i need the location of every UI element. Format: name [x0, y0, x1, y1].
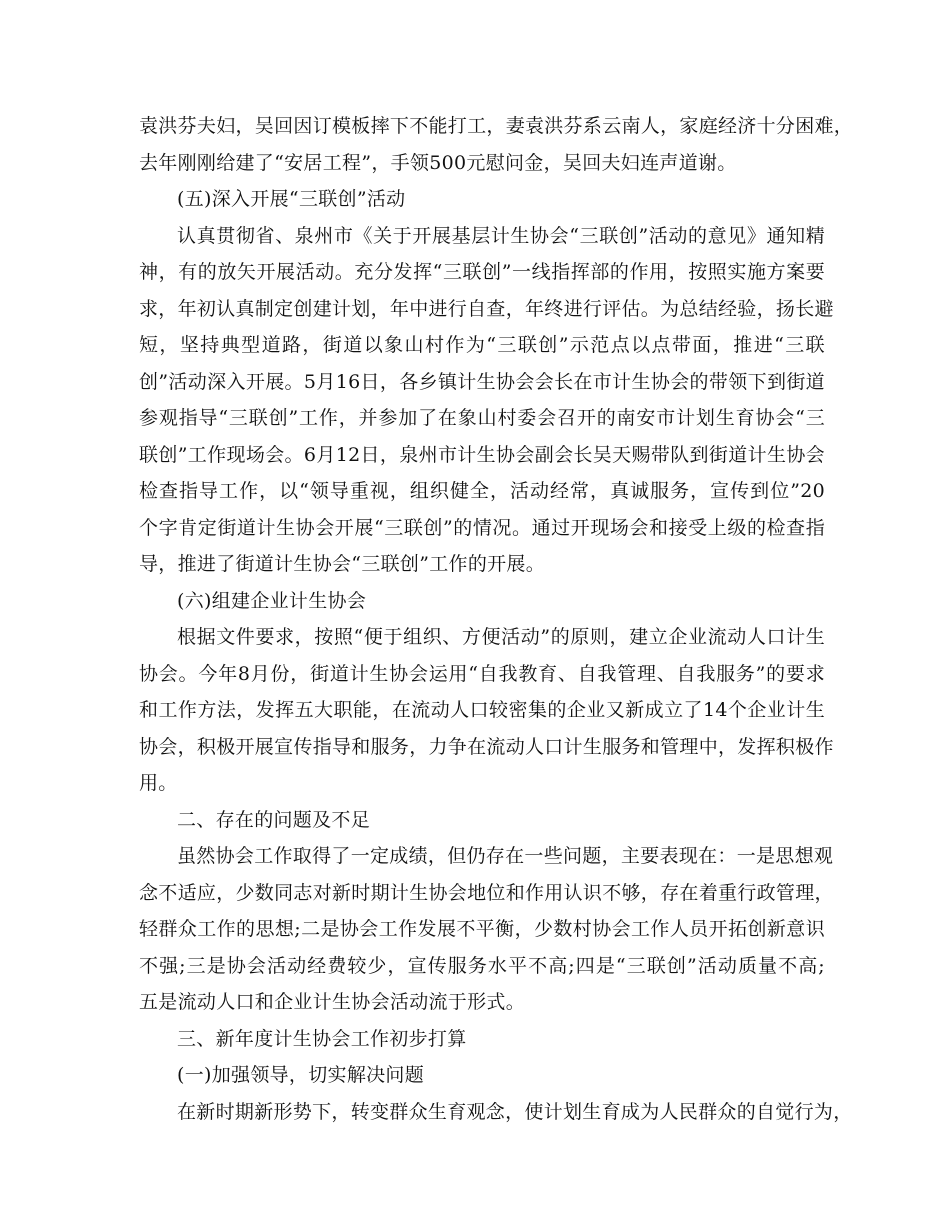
text-line: 用。 — [139, 772, 178, 794]
text-line: 神，有的放矢开展活动。充分发挥“三联创”一线指挥部的作用，按照实施方案要 — [139, 261, 825, 283]
text-line: 个字肯定街道计生协会开展“三联创”的情况。通过开现场会和接受上级的检查指 — [139, 516, 825, 539]
text-line: 创”活动深入开展。5月16日，各乡镇计生协会会长在市计生协会的带领下到街道 — [139, 370, 825, 393]
text-line: 和工作方法，发挥五大职能，在流动人口较密集的企业又新成立了14个企业计生 — [139, 699, 825, 721]
text-line: 不强;三是协会活动经费较少，宣传服务水平不高;四是“三联创”活动质量不高; — [139, 954, 825, 977]
text-line: 在新时期新形势下，转变群众生育观念，使计划生育成为人民群众的自觉行为， — [177, 1100, 853, 1123]
text-line: 参观指导“三联创”工作，并参加了在象山村委会召开的南安市计划生育协会“三 — [139, 407, 825, 429]
text-line: 五是流动人口和企业计生协会活动流于形式。 — [139, 991, 526, 1013]
document-page — [139, 108, 854, 1130]
text-line: 虽然协会工作取得了一定成绩，但仍存在一些问题，主要表现在：一是思想观 — [177, 845, 834, 867]
text-line: 协会，积极开展宣传指导和服务，力争在流动人口计生服务和管理中，发挥积极作 — [139, 735, 834, 758]
text-line: 去年刚刚给建了“安居工程”，手领500元慰问金，吴回夫妇连声道谢。 — [139, 151, 737, 174]
text-line: 协会。今年8月份，街道计生协会运用“自我教育、自我管理、自我服务”的要求 — [139, 662, 825, 685]
text-line: 检查指导工作，以“领导重视，组织健全，活动经常，真诚服务，宣传到位”20 — [139, 480, 825, 502]
text-line: 袁洪芬夫妇，吴回因订模板摔下不能打工，妻袁洪芬系云南人，家庭经济十分困难， — [139, 115, 854, 137]
text-line: 认真贯彻省、泉州市《关于开展基层计生协会“三联创”活动的意见》通知精 — [177, 224, 825, 247]
text-line: 短，坚持典型道路，街道以象山村作为“三联创”示范点以点带面，推进“三联 — [139, 334, 825, 356]
section-heading: 二、存在的问题及不足 — [177, 808, 371, 831]
text-line: 根据文件要求，按照“便于组织、方便活动”的原则，建立企业流动人口计生 — [177, 626, 825, 648]
section-heading: 三、新年度计生协会工作初步打算 — [177, 1027, 467, 1050]
section-heading: (六)组建企业计生协会 — [177, 589, 367, 612]
text-line: 联创”工作现场会。6月12日，泉州市计生协会副会长吴天赐带队到街道计生协会 — [139, 443, 825, 466]
text-line: 念不适应，少数同志对新时期计生协会地位和作用认识不够，存在着重行政管理， — [139, 881, 834, 904]
section-heading: (一)加强领导，切实解决问题 — [177, 1064, 425, 1086]
text-line: 轻群众工作的思想;二是协会工作发展不平衡，少数村协会工作人员开拓创新意识 — [139, 918, 825, 940]
section-heading: (五)深入开展“三联创”活动 — [177, 188, 406, 210]
text-line: 求，年初认真制定创建计划，年中进行自查，年终进行评估。为总结经验，扬长避 — [139, 297, 834, 320]
text-line: 导，推进了街道计生协会“三联创”工作的开展。 — [139, 553, 546, 575]
